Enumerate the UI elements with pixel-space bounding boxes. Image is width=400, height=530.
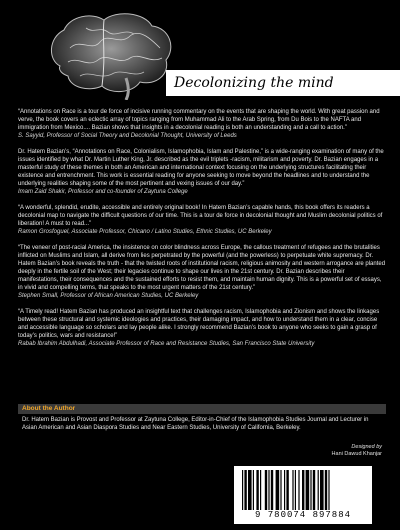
review-attribution: Rabab Ibrahim Abdulhadi, Associate Professor of Race and Resistance Studies, San Francisco State University <box>18 341 315 347</box>
isbn-barcode <box>234 466 372 524</box>
review-text: “Annotations on Race is a tour de force of incisive running commentary on the events that are shaping the world. With great passion and verve, the book covers an eclectic array of topics ranging from Muhammad Ali to the Arab Spring, from Du Bois to the NAFTA and immigration from Mexico.... Bazian shows that insights in a decolonial reading is both an understanding and a call to action.” <box>18 109 380 131</box>
review <box>18 108 386 140</box>
review <box>18 308 386 348</box>
review <box>18 204 386 236</box>
designer-credit <box>262 444 382 458</box>
barcode-number: 9 780074 897884 <box>254 510 351 520</box>
review-attribution: Stephen Small, Professor of African American Studies, UC Berkeley <box>18 293 199 299</box>
about-author-heading: About the Author <box>18 404 386 414</box>
review-attribution: Ramon Grosfoguel, Associate Professor, Chicano / Latino Studies, Ethnic Studies, UC Berkeley <box>18 229 272 235</box>
about-author-section <box>18 404 386 432</box>
designer-name: Hani Dawud Khanjar <box>331 451 382 457</box>
review-text: Dr. Hatem Bazian’s, “Annotations on Race, Colonialism, Islamophobia, Islam and Palestine,” is a wide-ranging examination of many of the issues identified by what Dr. Martin Luther King, Jr. described as the evil triplets -racism, militarism and poverty. Dr. Bazian engages in a masterful study of these themes in both an American and international context focusing on the underlying structures facilitating their existence and entrenchment. This work is essential reading for anyone seeking to move beyond the headlines and to understand the underlying realities shaping some of the most pertinent and vexing issues of our day.” <box>18 149 384 187</box>
designer-label: Designed by <box>351 444 382 450</box>
review-text: “A Timely read! Hatem Bazian has produced an insightful text that challenges racism, Islamophobia and Zionism and shows the linkages between these structural and systemic ideologies and practices, their damaging impact, and how to understand them in a clear, concise and accessible language so scholars and lay people alike. I strongly recommend Bazian’s book to anyone who seeks to gain a grasp of today’s politics, wars and resistance!” <box>18 309 380 339</box>
book-tagline: Decolonizing the mind <box>166 70 400 96</box>
brain-illustration <box>40 8 180 100</box>
review <box>18 148 386 196</box>
barcode-bars <box>240 470 366 510</box>
about-author-body: Dr. Hatem Bazian is Provost and Professor at Zaytuna College, Editor-in-Chief of the Islamophobia Studies Journal and Lecturer in Asian American and Asian Diaspora Studies and Near Eastern Studies, University of California, Berkeley. <box>22 417 369 431</box>
review-attribution: S. Sayyid, Professor of Social Theory and Decolonial Thought, University of Leeds <box>18 133 237 139</box>
review-text: “The veneer of post-racial America, the insistence on color blindness across Europe, the callous treatment of refugees and the brutalities inflicted on Muslims and Islam, all derive from lies perpetrated by the powerful (and the powerless) to perpetuate white supremacy. Dr. Hatem Bazian’s book reveals the truth - that the twisted roots of institutional racism, religious animosity and western arrogance are planted deeply in the fertile soil of the West; their legacies continue to shape our lives in the 21st century. Dr. Bazian describes their manifestations, their consequences and the sustained efforts to resist them, and maintain human dignity. This is a powerful set of essays, in vivid and compelling terms, that speaks to the most urgent matters of the 21st century.” <box>18 245 386 291</box>
review-attribution: Imam Zaid Shakir, Professor and co-founder of Zaytuna College <box>18 189 188 195</box>
review <box>18 244 386 300</box>
review-text: “A wonderful, splendid, erudite, accessible and entirely original book! In Hatem Bazian’s capable hands, this book offers its readers a decolonial map to navigate the difficult questions of our time. This is a tour de force in decolonial thought and Muslim decolonial politics of liberation! A must to read...” <box>18 205 383 227</box>
reviews-section <box>18 108 386 356</box>
